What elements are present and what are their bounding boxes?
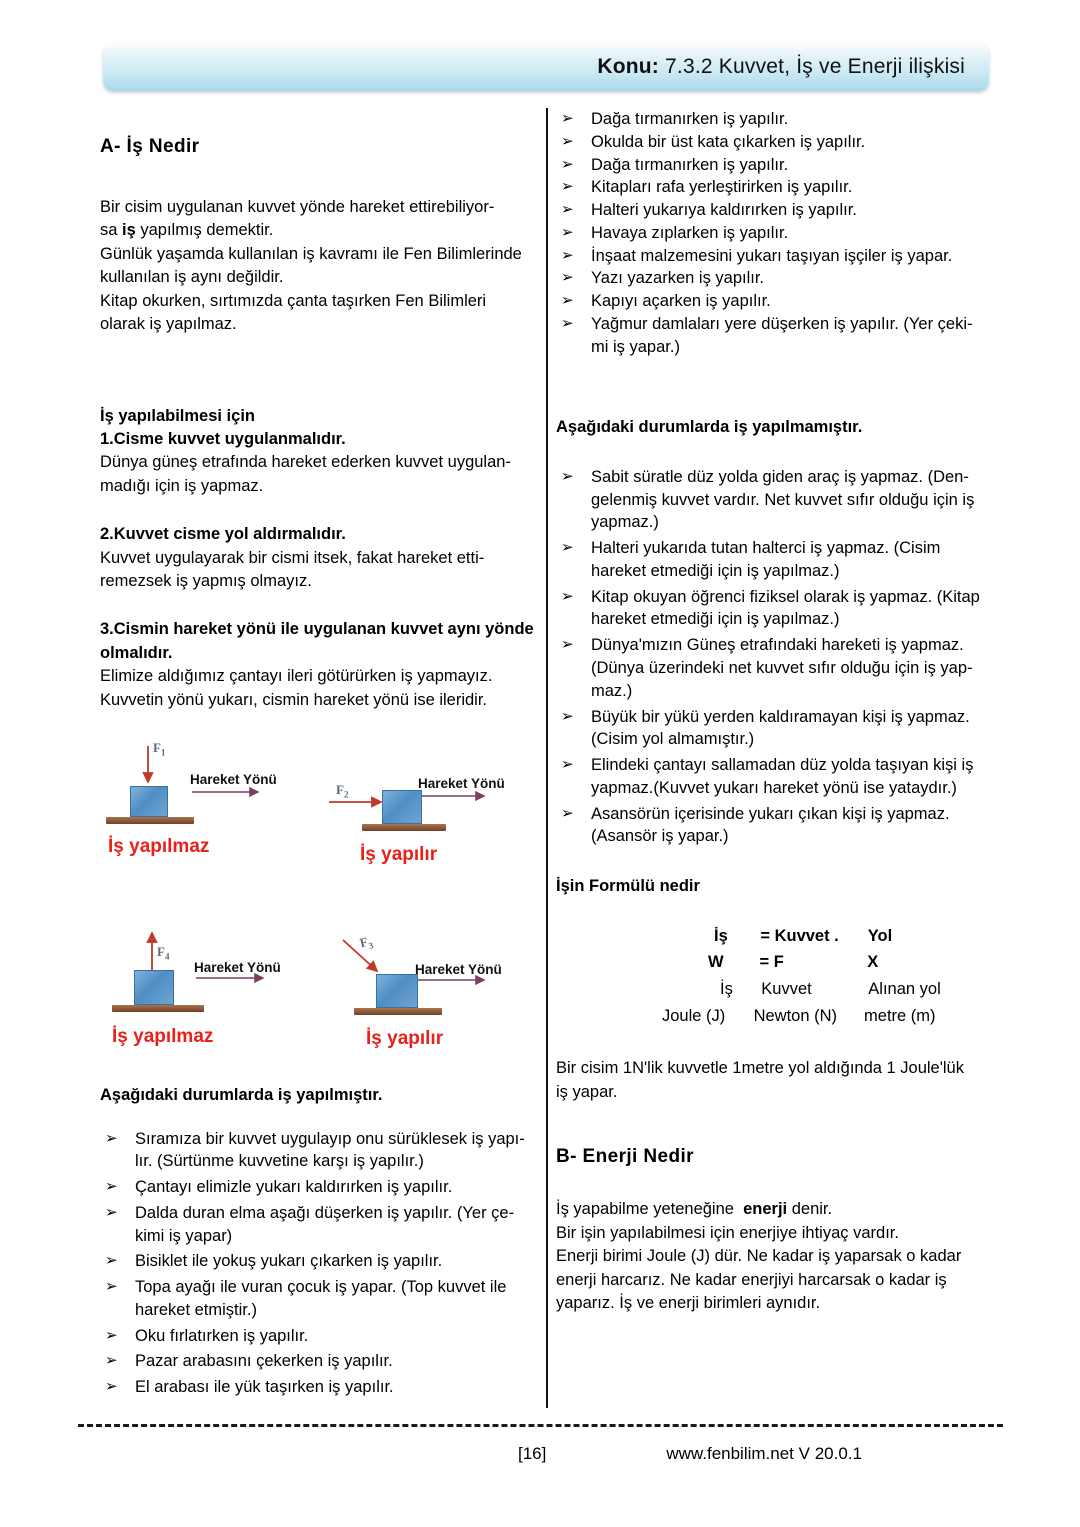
work-done-list-right (556, 108, 1000, 358)
list-item (556, 176, 1000, 199)
list-item (556, 154, 1000, 177)
intro-line-4: kullanılan iş aynı değildir. (100, 268, 284, 287)
list-item (556, 466, 1000, 534)
list-item-text: Sıramıza bir kuvvet uygulayıp onu sürüklesek iş yapı- lır. (Sürtünme kuvvetine karşı iş yapılır.) (135, 1129, 525, 1171)
list-item-text: Bisiklet ile yokuş yukarı çıkarken iş yapılır. (135, 1252, 443, 1271)
formula-r4-c3: metre (m) (864, 1006, 936, 1025)
list-item (556, 586, 1000, 632)
arrow-bullet-icon: ➢ (561, 269, 574, 287)
energy-line-2: Bir işin yapılabilmesi için enerjiye ihtiyaç vardır. (556, 1223, 899, 1242)
arrow-bullet-icon: ➢ (105, 1352, 118, 1370)
right-column (556, 108, 1000, 1315)
intro-line-3: Günlük yaşamda kullanılan iş kavramı ile Fen Bilimlerinde (100, 244, 522, 263)
arrow-bullet-icon: ➢ (561, 804, 574, 822)
left-column (100, 108, 540, 1402)
arrow-bullet-icon: ➢ (105, 1203, 118, 1221)
arrow-bullet-icon: ➢ (561, 756, 574, 774)
list-item (100, 1250, 540, 1273)
motion-label-f3: Hareket Yönü (415, 962, 502, 978)
figure-f2 (320, 734, 535, 884)
list-item (556, 803, 1000, 849)
energy-keyword: enerji (743, 1200, 788, 1219)
list-item-text: El arabası ile yük taşırken iş yapılır. (135, 1378, 394, 1397)
topic-header-banner (103, 43, 989, 91)
arrow-bullet-icon: ➢ (561, 314, 574, 332)
intro-line-5: Kitap okurken, sırtımızda çanta taşırken Fen Bilimleri (100, 291, 487, 310)
ground-f4 (112, 1005, 204, 1012)
list-item-text: Topa ayağı ile vuran çocuk iş yapar. (Top kuvvet ile hareket etmiştir.) (135, 1278, 507, 1319)
intro-line-1: Bir cisim uygulanan kuvvet yönde hareket ettirebiliyor- (100, 198, 495, 216)
list-item (100, 1350, 540, 1373)
figure-row-2 (100, 916, 540, 1066)
formula-r1-c2: = Kuvvet . (760, 926, 839, 945)
arrow-bullet-icon: ➢ (561, 707, 574, 725)
list-item (100, 1376, 540, 1399)
ground-f1 (106, 817, 194, 824)
list-item-text: Okulda bir üst kata çıkarken iş yapılır. (591, 132, 866, 151)
arrow-bullet-icon: ➢ (105, 1378, 118, 1396)
work-done-list-left (100, 1128, 540, 1399)
energy-line-1: İş yapabilme yeteneğine enerji denir. (556, 1200, 833, 1219)
list-item (556, 313, 1000, 359)
list-item (100, 1325, 540, 1348)
force-sub-4: 4 (164, 951, 170, 962)
arrow-bullet-icon: ➢ (561, 246, 574, 264)
condition-3-line-2: Kuvvetin yönü yukarı, cismin hareket yönü ise ileridir. (100, 690, 488, 709)
list-item (100, 1176, 540, 1199)
verdict-f4: İş yapılmaz (112, 1026, 214, 1048)
ground-f3 (354, 1008, 442, 1015)
formula-r2-c3: X (867, 953, 879, 972)
list-item (556, 199, 1000, 222)
site-url: www.fenbilim.net V 20.0.1 (666, 1444, 862, 1463)
ground-f2 (362, 824, 446, 831)
arrow-bullet-icon: ➢ (105, 1252, 118, 1270)
list-item-text: Dünya'mızın Güneş etrafındaki hareketi iş yapmaz. (Dünya üzerindeki net kuvvet sıfır olduğu için iş yap- maz.) (591, 636, 973, 700)
force-label-f2: $F_2$ (336, 782, 349, 800)
block-f1 (130, 786, 168, 817)
formula-r1-c1: İş (714, 926, 728, 945)
formula-r4-c1: Joule (J) (662, 1006, 726, 1025)
arrow-bullet-icon: ➢ (561, 223, 574, 241)
figure-f1 (100, 734, 315, 884)
formula-r2-c2: = F (759, 953, 784, 972)
force-sub-2: 2 (343, 789, 349, 800)
list-item-text: Dağa tırmanırken iş yapılır. (591, 110, 789, 128)
formula-row-2 (648, 949, 1000, 976)
column-divider (546, 108, 548, 1408)
list-item (556, 754, 1000, 800)
page-title-topic: 7.3.2 Kuvvet, İş ve Enerji ilişkisi (659, 55, 965, 78)
formula-r3-c1: İş (720, 979, 733, 998)
condition-3-title-line-1: 3.Cismin hareket yönü ile uygulanan kuvvet aynı yönde (100, 620, 534, 639)
arrow-bullet-icon: ➢ (561, 636, 574, 654)
formula-note-line-2: iş yapar. (556, 1082, 618, 1101)
list-item (556, 245, 1000, 268)
work-done-heading-left: Aşağıdaki durumlarda iş yapılmıştır. (100, 1086, 383, 1105)
force-label-f3: $F_3$ (358, 934, 375, 952)
list-item-text: Kapıyı açarken iş yapılır. (591, 292, 771, 311)
list-item-text: Çantayı elimizle yukarı kaldırırken iş yapılır. (135, 1178, 453, 1197)
footer (78, 1444, 1003, 1464)
arrow-bullet-icon: ➢ (105, 1129, 118, 1147)
page-title (597, 55, 989, 79)
arrow-bullet-icon: ➢ (105, 1178, 118, 1196)
condition-1-line-2: madığı için iş yapmaz. (100, 476, 264, 495)
motion-label-f4: Hareket Yönü (194, 960, 281, 976)
list-item (100, 1276, 540, 1322)
formula-r3-c2: Kuvvet (761, 979, 812, 998)
list-item-text: Dağa tırmanırken iş yapılır. (591, 155, 789, 174)
no-work-heading: Aşağıdaki durumlarda iş yapılmamıştır. (556, 418, 863, 437)
formula-row-1 (648, 923, 1000, 950)
arrow-bullet-icon: ➢ (561, 132, 574, 150)
formula-row-4 (648, 1003, 1000, 1030)
list-item-text: Elindeki çantayı sallamadan düz yolda taşıyan kişi iş yapmaz.(Kuvvet yukarı hareket yönü ise yataydır.) (591, 756, 974, 797)
list-item (556, 706, 1000, 752)
condition-3-line-1: Elimize aldığımız çantayı ileri götürürken iş yapmayız. (100, 667, 493, 686)
list-item (556, 267, 1000, 290)
arrow-bullet-icon: ➢ (561, 201, 574, 219)
figure-f4 (100, 916, 315, 1066)
condition-2-line-1: Kuvvet uygulayarak bir cismi itsek, fakat hareket etti- (100, 548, 485, 567)
list-item-text: Halteri yukarıya kaldırırken iş yapılır. (591, 201, 857, 220)
arrow-bullet-icon: ➢ (561, 155, 574, 173)
motion-label-f1: Hareket Yönü (190, 772, 277, 788)
list-item-text: Yağmur damlaları yere düşerken iş yapılır. (Yer çeki- mi iş yapar.) (591, 314, 973, 356)
list-item (100, 1128, 540, 1174)
work-formula-block (648, 923, 1000, 1030)
list-item (556, 290, 1000, 313)
formula-note-line-1: Bir cisim 1N'lik kuvvetle 1metre yol aldığında 1 Joule'lük (556, 1059, 964, 1078)
intro-line-2: sa iş yapılmış demektir. (100, 221, 274, 240)
page-number: [16] (518, 1444, 547, 1463)
formula-r4-c2: Newton (N) (753, 1006, 838, 1025)
force-sub-3: 3 (367, 940, 375, 952)
verdict-f1: İş yapılmaz (108, 836, 210, 858)
list-item (100, 1202, 540, 1248)
list-item (556, 634, 1000, 702)
condition-2-line-2: remezsek iş yapmış olmayız. (100, 572, 312, 591)
intro-line-6: olarak iş yapılmaz. (100, 315, 237, 334)
block-f2 (382, 790, 422, 824)
formula-heading: İşin Formülü nedir (556, 877, 700, 896)
figure-f3 (320, 916, 535, 1066)
block-f4 (134, 970, 174, 1005)
energy-line-5: yaparız. İş ve enerji birimleri aynıdır. (556, 1293, 821, 1312)
list-item-text: Pazar arabasını çekerken iş yapılır. (135, 1352, 393, 1371)
arrow-bullet-icon: ➢ (561, 178, 574, 196)
list-item (556, 108, 1000, 131)
energy-line-4: enerji harcarız. Ne kadar enerjiyi harcarsak o kadar iş (556, 1270, 947, 1289)
condition-1-title: 1.Cisme kuvvet uygulanmalıdır. (100, 429, 346, 448)
list-item-text: Dalda duran elma aşağı düşerken iş yapılır. (Yer çe- kimi iş yapar) (135, 1203, 515, 1245)
motion-label-f2: Hareket Yönü (418, 776, 505, 792)
arrow-bullet-icon: ➢ (561, 110, 574, 127)
arrow-bullet-icon: ➢ (561, 587, 574, 605)
arrow-bullet-icon: ➢ (105, 1278, 118, 1296)
block-f3 (376, 974, 418, 1008)
arrow-bullet-icon: ➢ (561, 292, 574, 310)
verdict-f3: İş yapılır (366, 1028, 444, 1050)
condition-2-title: 2.Kuvvet cisme yol aldırmalıdır. (100, 525, 346, 544)
list-item-text: Halteri yukarıda tutan halterci iş yapmaz. (Cisim hareket etmediği için iş yapılmaz.) (591, 539, 941, 580)
formula-r1-c3: Yol (867, 926, 893, 945)
page-title-label: Konu: (597, 55, 660, 78)
list-item-text: Havaya zıplarken iş yapılır. (591, 223, 789, 242)
condition-1-line-1: Dünya güneş etrafında hareket ederken kuvvet uygulan- (100, 453, 511, 472)
list-item-text: Yazı yazarken iş yapılır. (591, 269, 765, 288)
list-item (556, 537, 1000, 583)
list-item-text: Oku fırlatırken iş yapılır. (135, 1326, 309, 1345)
list-item-text: Sabit süratle düz yolda giden araç iş yapmaz. (Den- gelenmiş kuvvet vardır. Net kuvvet sıfır olduğu için iş yapmaz.) (591, 467, 975, 532)
section-a-heading: A- İş Nedir (100, 136, 200, 157)
formula-r2-c1: W (708, 953, 724, 972)
force-label-f4: $F_4$ (157, 944, 170, 962)
list-item-text: Asansörün içerisinde yukarı çıkan kişi iş yapmaz. (Asansör iş yapar.) (591, 804, 950, 846)
list-item (556, 131, 1000, 154)
energy-line-3: Enerji birimi Joule (J) dür. Ne kadar iş yaparsak o kadar (556, 1247, 962, 1266)
section-b-heading: B- Enerji Nedir (556, 1146, 694, 1168)
list-item-text: Büyük bir yükü yerden kaldıramayan kişi iş yapmaz. (Cisim yol almamıştır.) (591, 707, 970, 749)
formula-row-3 (648, 976, 1000, 1003)
list-item (556, 222, 1000, 245)
arrow-bullet-icon: ➢ (561, 539, 574, 557)
conditions-heading: İş yapılabilmesi için (100, 406, 255, 425)
list-item-text: İnşaat malzemesini yukarı taşıyan işçiler iş yapar. (591, 246, 953, 265)
list-item-text: Kitap okuyan öğrenci fiziksel olarak iş yapmaz. (Kitap hareket etmediği için iş yapılmaz.) (591, 587, 980, 629)
footer-divider (78, 1424, 1003, 1427)
verdict-f2: İş yapılır (360, 844, 438, 866)
condition-3-title-line-2: olmalıdır. (100, 643, 173, 662)
list-item-text: Kitapları rafa yerleştirirken iş yapılır. (591, 178, 853, 197)
force-label-f1: $F_1$ (153, 740, 166, 758)
arrow-bullet-icon: ➢ (105, 1326, 118, 1344)
force-sub-1: 1 (160, 747, 166, 758)
no-work-list (556, 466, 1000, 848)
arrow-bullet-icon: ➢ (561, 467, 574, 485)
formula-r3-c3: Alınan yol (868, 979, 941, 998)
figure-row-1 (100, 734, 540, 884)
